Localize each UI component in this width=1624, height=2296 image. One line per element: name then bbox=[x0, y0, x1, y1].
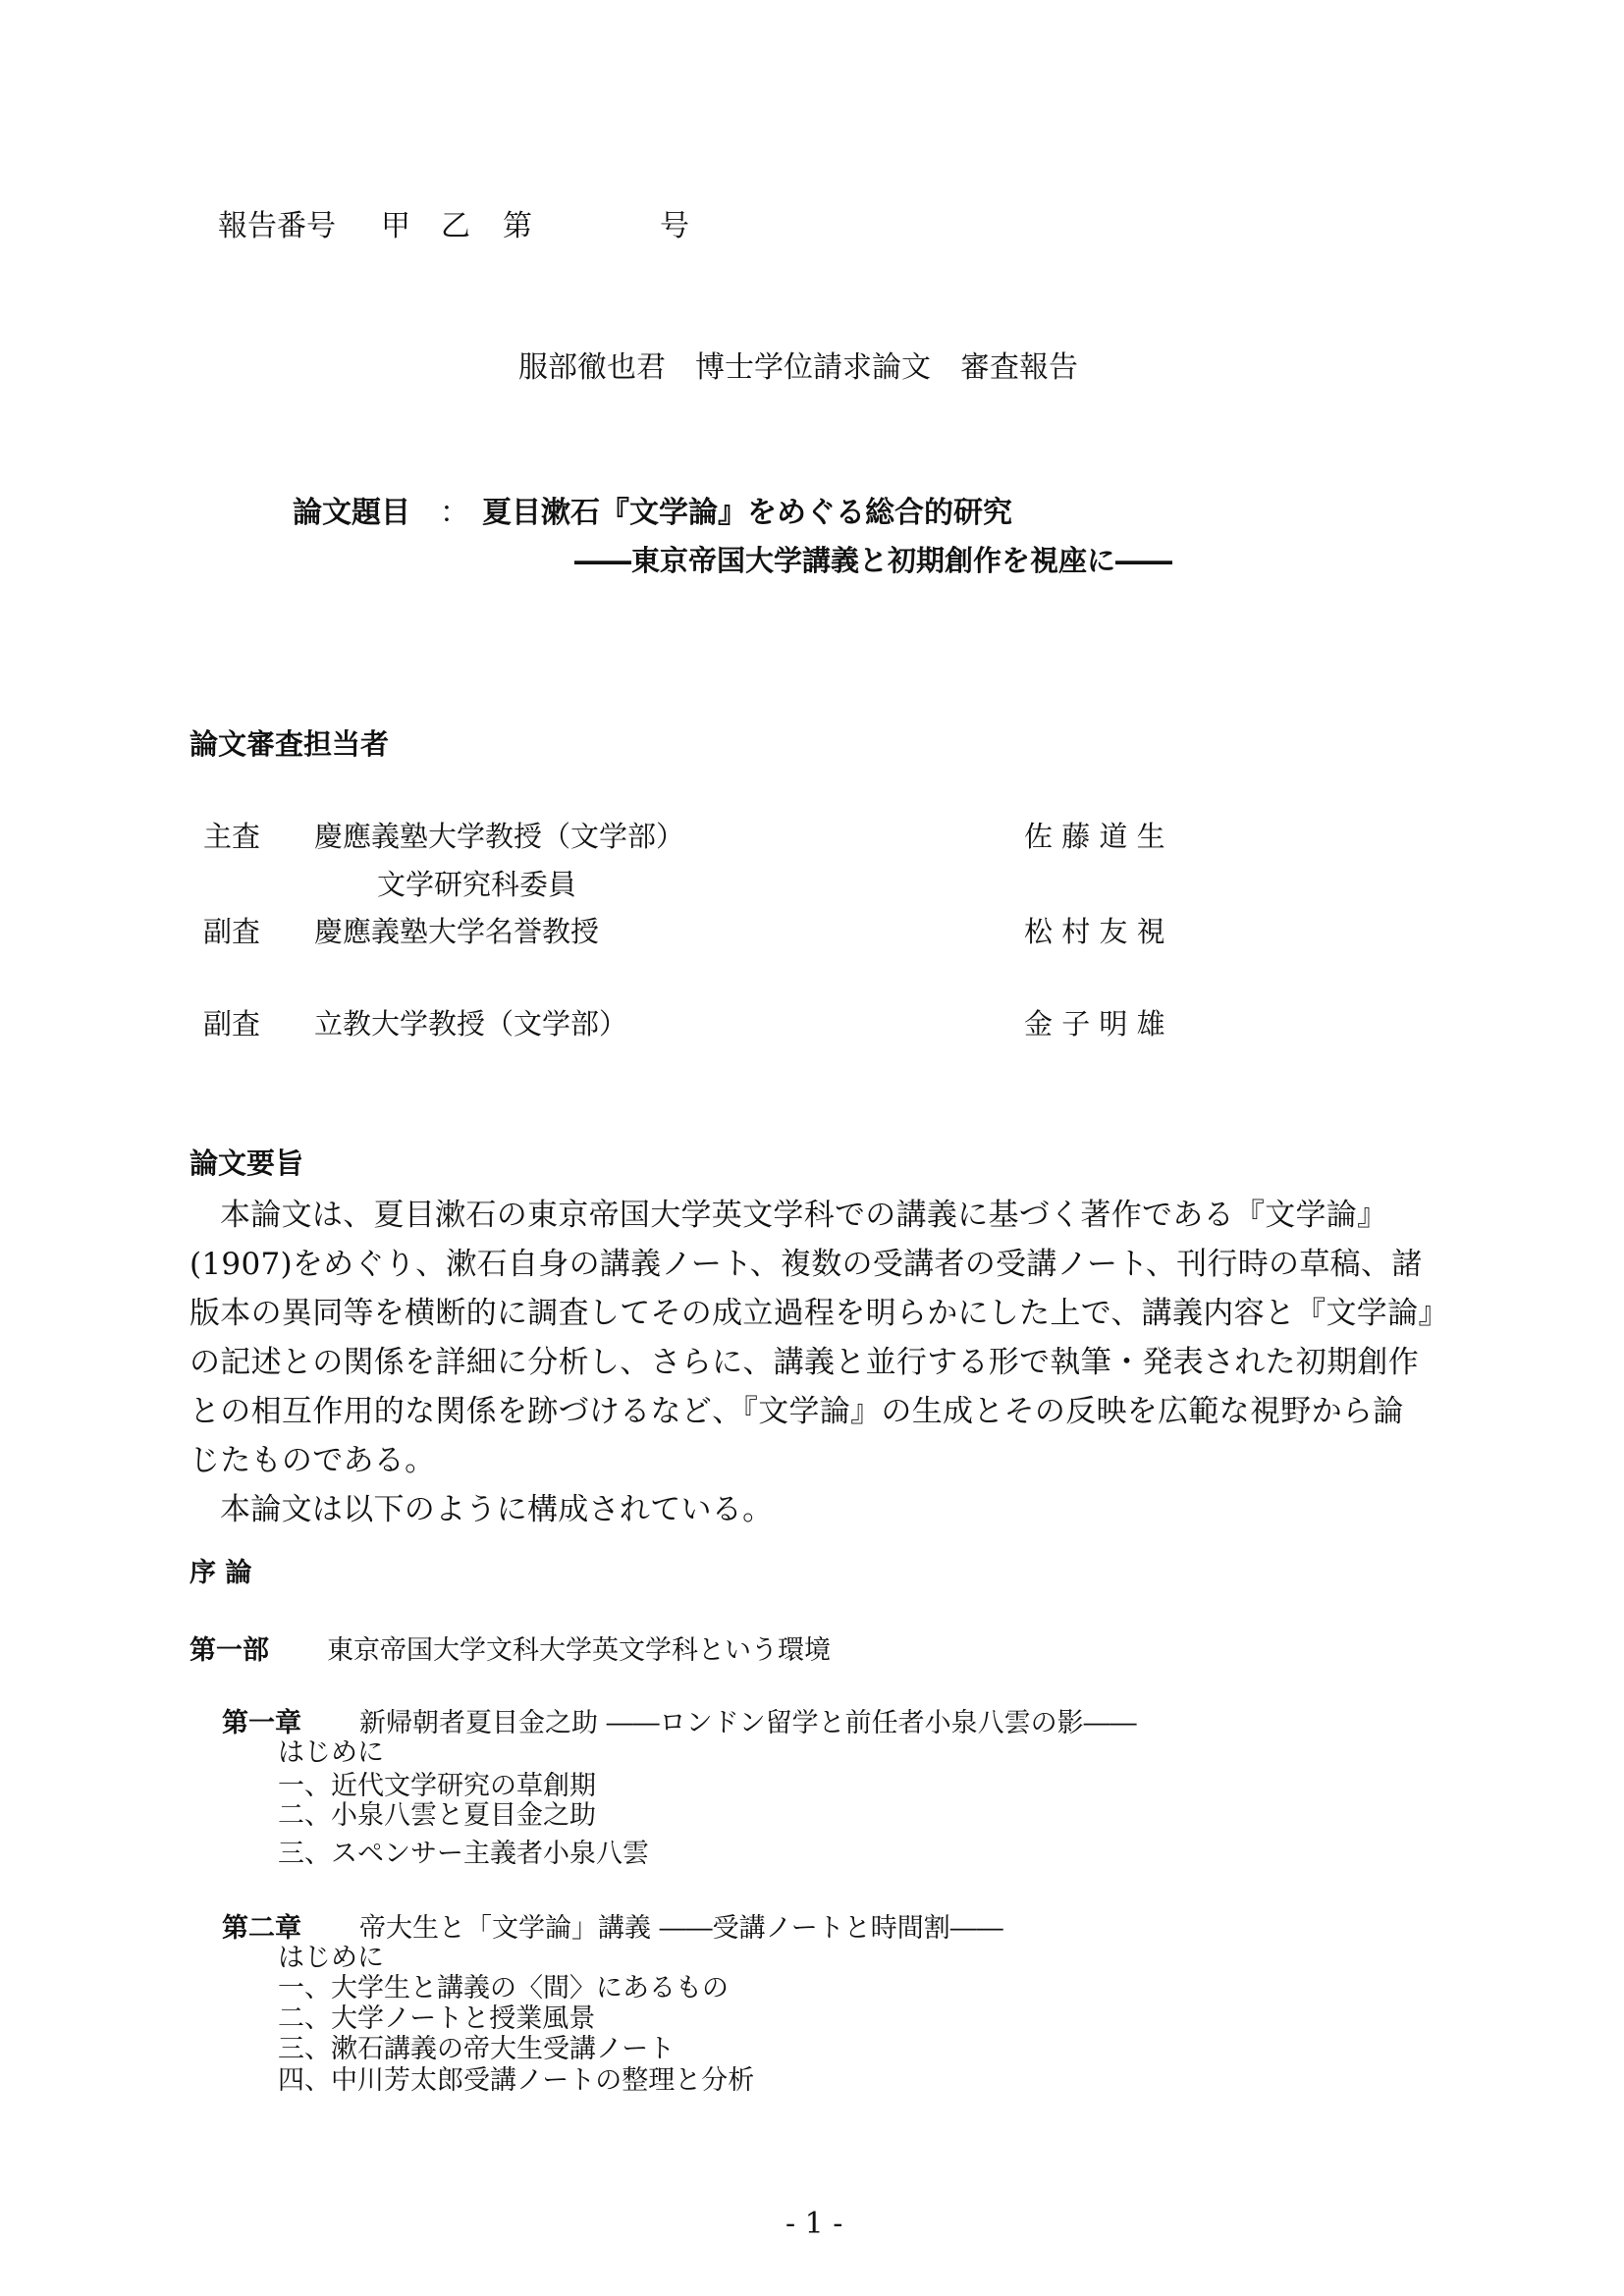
summary-line: (1907)をめぐり、漱石自身の講義ノート、複数の受講者の受講ノート、刊行時の草稿、諸 bbox=[189, 1247, 1423, 1282]
thesis-title: 夏目漱石『文学論』をめぐる総合的研究 bbox=[482, 496, 1012, 530]
toc-chapter2-title: 帝大生と「文学論」講義 ――受講ノートと時間割―― bbox=[359, 1913, 1003, 1944]
toc-part1-title: 東京帝国大学文科大学英文学科という環境 bbox=[327, 1635, 831, 1666]
summary-line: 版本の異同等を横断的に調査してその成立過程を明らかにした上で、講義内容と『文学論』 bbox=[189, 1296, 1449, 1331]
thesis-subtitle: ――東京帝国大学講義と初期創作を視座に―― bbox=[574, 544, 1173, 577]
toc-chapter2-item: 二、大学ノートと授業風景 bbox=[278, 2003, 596, 2034]
examiner-role: 副査 bbox=[203, 915, 261, 948]
examiner-name: 松 村 友 視 bbox=[1024, 915, 1165, 948]
examiners-heading: 論文審査担当者 bbox=[189, 727, 390, 761]
summary-heading: 論文要旨 bbox=[189, 1147, 304, 1180]
examiner-affiliation: 慶應義塾大学教授（文学部） bbox=[314, 820, 685, 853]
summary-line: の記述との関係を詳細に分析し、さらに、講義と並行する形で執筆・発表された初期創作 bbox=[189, 1345, 1419, 1380]
toc-chapter2-item: はじめに bbox=[278, 1943, 384, 1973]
examiner-affiliation-sub: 文学研究科委員 bbox=[377, 868, 577, 901]
examiner-affiliation: 慶應義塾大学名誉教授 bbox=[314, 915, 600, 948]
toc-chapter1-item: 一、近代文学研究の草創期 bbox=[278, 1771, 596, 1801]
report-number-kou: 甲 bbox=[381, 209, 410, 243]
thesis-title-colon: ： bbox=[440, 496, 469, 530]
toc-chapter2-label: 第二章 bbox=[222, 1913, 301, 1944]
report-number-gou: 号 bbox=[660, 209, 689, 243]
examiner-affiliation: 立教大学教授（文学部） bbox=[314, 1007, 628, 1041]
toc-intro: 序 論 bbox=[189, 1558, 252, 1588]
report-number-dai: 第 bbox=[503, 209, 532, 243]
summary-line: じたものである。 bbox=[189, 1443, 436, 1478]
report-number-otsu: 乙 bbox=[441, 209, 470, 243]
toc-chapter1-label: 第一章 bbox=[222, 1708, 301, 1738]
page-number: - 1 - bbox=[785, 2207, 843, 2241]
report-title: 服部徹也君 博士学位請求論文 審査報告 bbox=[518, 350, 1078, 385]
summary-line: との相互作用的な関係を跡づけるなど、『文学論』の生成とその反映を広範な視野から論 bbox=[189, 1394, 1404, 1429]
summary-structure-line: 本論文は以下のように構成されている。 bbox=[220, 1492, 774, 1527]
toc-chapter2-item: 一、大学生と講義の〈間〉にあるもの bbox=[278, 1973, 729, 2003]
toc-chapter1-title: 新帰朝者夏目金之助 ――ロンドン留学と前任者小泉八雲の影―― bbox=[359, 1708, 1137, 1738]
toc-chapter1-item: 二、小泉八雲と夏目金之助 bbox=[278, 1800, 596, 1831]
toc-chapter2-item: 四、中川芳太郎受講ノートの整理と分析 bbox=[278, 2065, 755, 2096]
toc-chapter1-item: はじめに bbox=[278, 1737, 384, 1768]
summary-line: 本論文は、夏目漱石の東京帝国大学英文学科での講義に基づく著作である『文学論』 bbox=[220, 1198, 1388, 1233]
examiner-role: 副査 bbox=[203, 1007, 261, 1041]
examiner-role: 主査 bbox=[203, 820, 261, 853]
thesis-title-label: 論文題目 bbox=[293, 496, 410, 530]
toc-part1-label: 第一部 bbox=[189, 1635, 269, 1666]
report-number-label: 報告番号 bbox=[218, 209, 336, 243]
toc-chapter1-item: 三、スペンサー主義者小泉八雲 bbox=[278, 1839, 649, 1869]
examiner-name: 金 子 明 雄 bbox=[1024, 1007, 1165, 1041]
examiner-name: 佐 藤 道 生 bbox=[1024, 820, 1165, 853]
toc-chapter2-item: 三、漱石講義の帝大生受講ノート bbox=[278, 2034, 676, 2064]
